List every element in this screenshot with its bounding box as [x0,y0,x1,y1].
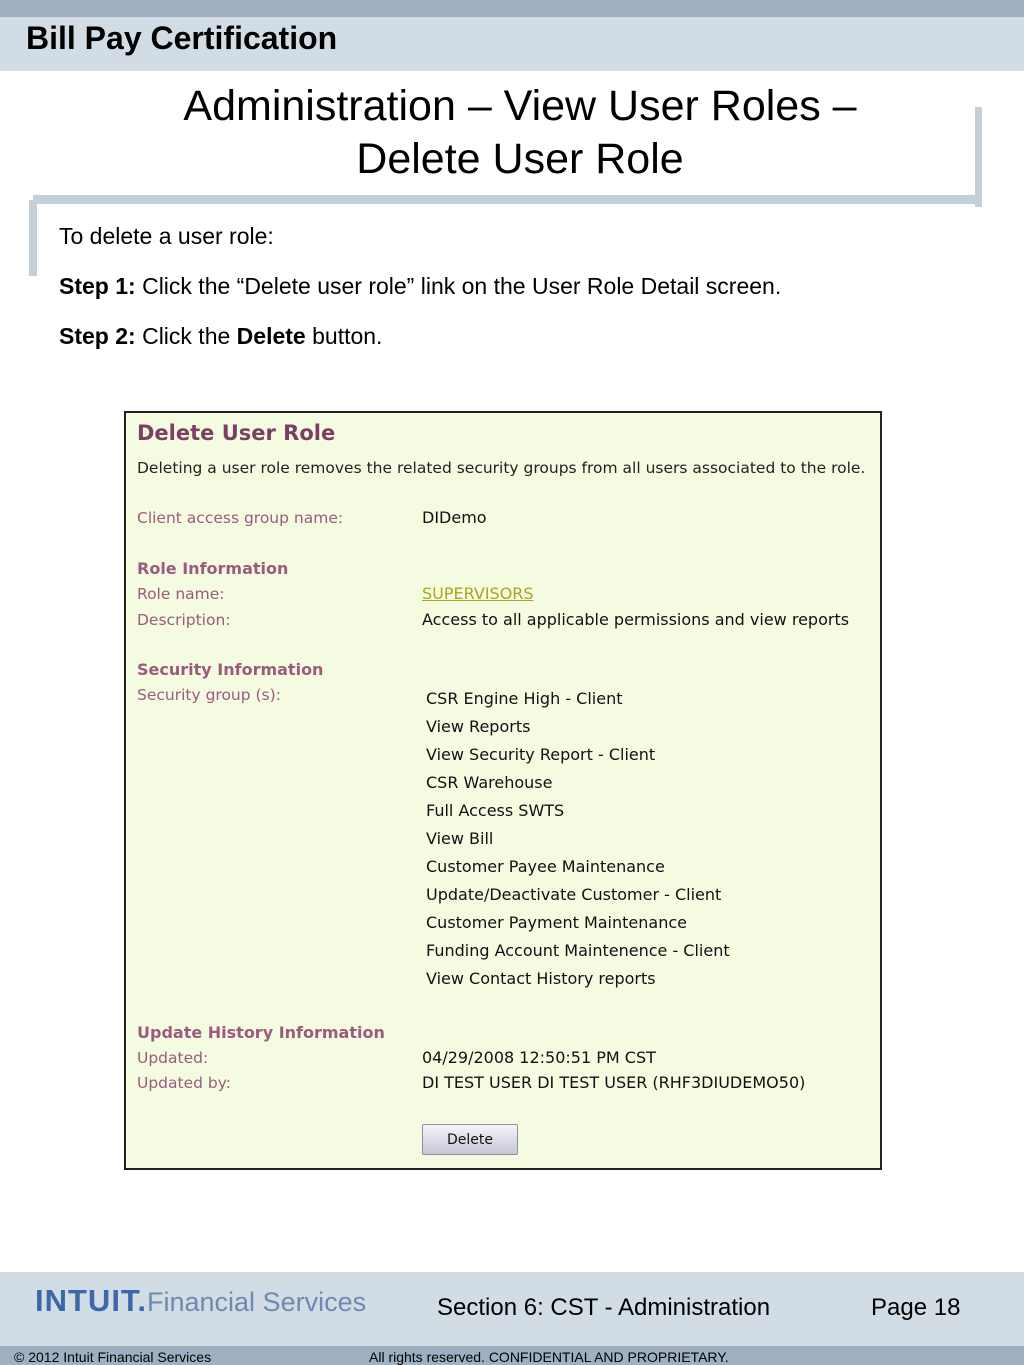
top-decor-strip [0,0,1024,17]
slide-title-line2: Delete User Role [356,135,684,183]
step-2-label: Step 2: [59,323,136,349]
intro-text: To delete a user role: [59,223,274,249]
logo-financial-text: Financial Services [147,1287,367,1317]
role-name-label: Role name: [137,585,225,603]
logo-intuit-text: INTUIT. [35,1283,148,1318]
description-value: Access to all applicable permissions and view reports [422,610,850,629]
slide-title [60,80,980,186]
updated-by-value: DI TEST USER DI TEST USER (RHF3DIUDEMO50) [422,1073,806,1092]
slide-title-line1: Administration – View User Roles – [183,82,857,130]
updated-value: 04/29/2008 12:50:51 PM CST [422,1048,656,1067]
step-2-post: button. [305,323,383,349]
security-group-item: Full Access SWTS [426,801,565,820]
rights-text: All rights reserved. CONFIDENTIAL AND PROPRIETARY. [369,1349,729,1365]
update-history-heading: Update History Information [137,1023,385,1042]
copyright-text: © 2012 Intuit Financial Services [14,1349,212,1365]
security-group-item: View Contact History reports [426,969,656,988]
client-access-value: DIDemo [422,508,487,527]
security-group-item: CSR Warehouse [426,773,553,792]
panel-title: Delete User Role [137,421,336,445]
header-title: Bill Pay Certification [26,20,338,56]
step-1 [59,273,781,300]
updated-label: Updated: [137,1049,209,1067]
security-group-item: View Bill [426,829,494,848]
delete-user-role-panel [124,411,882,1170]
title-frame-bottom [33,195,982,204]
security-group-item: View Reports [426,717,531,736]
security-group-item: CSR Engine High - Client [426,689,623,708]
step-2-pre: Click the [135,323,237,349]
security-group-item: Update/Deactivate Customer - Client [426,885,722,904]
step-1-label: Step 1: [59,273,136,299]
step-2-bold: Delete [236,323,306,349]
delete-button[interactable]: Delete [422,1124,518,1155]
updated-by-label: Updated by: [137,1074,232,1092]
client-access-label: Client access group name: [137,509,344,527]
security-groups-label: Security group (s): [137,686,281,704]
security-group-item: View Security Report - Client [426,745,656,764]
panel-description: Deleting a user role removes the related security groups from all users associated to the role. [137,459,866,477]
security-group-item: Customer Payee Maintenance [426,857,665,876]
page-number: Page 18 [871,1294,961,1321]
content-frame-left [29,200,37,276]
role-name-link[interactable]: SUPERVISORS [422,584,534,603]
role-info-heading: Role Information [137,559,289,578]
security-info-heading: Security Information [137,660,324,679]
step-2 [59,323,382,350]
title-frame-right [975,107,982,207]
security-groups-list [426,689,730,997]
section-label: Section 6: CST - Administration [437,1294,771,1321]
security-group-item: Customer Payment Maintenance [426,913,687,932]
step-1-text: Click the “Delete user role” link on the User Role Detail screen. [135,273,782,299]
security-group-item: Funding Account Maintenence - Client [426,941,730,960]
description-label: Description: [137,611,231,629]
